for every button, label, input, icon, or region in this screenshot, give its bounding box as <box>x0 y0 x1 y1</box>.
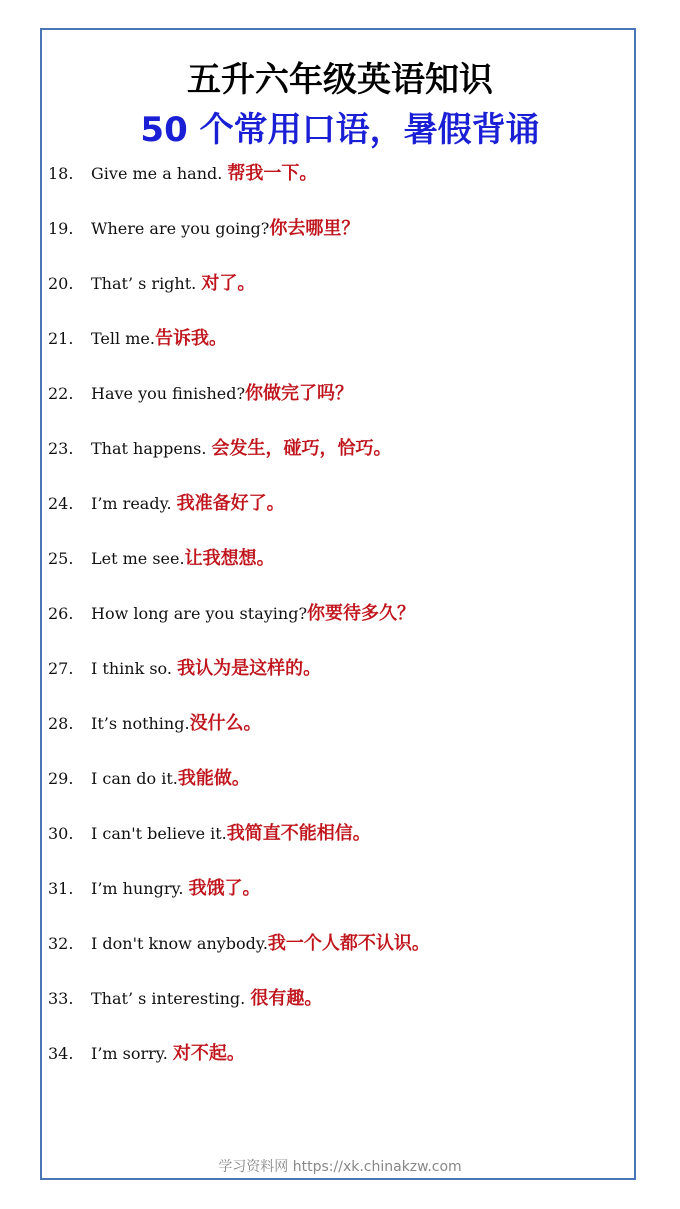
phrase-number: 27. <box>48 659 74 678</box>
phrase-chinese: 很有趣。 <box>250 988 323 1009</box>
phrase-chinese: 你做完了吗？ <box>245 383 354 404</box>
phrase-chinese: 会发生，碰巧，恰巧。 <box>211 438 392 459</box>
phrase-chinese: 我认为是这样的。 <box>177 658 322 679</box>
page-title: 五升六年级英语知识 <box>187 60 493 100</box>
phrase-number: 24. <box>48 494 74 513</box>
phrase-item <box>48 545 634 600</box>
phrase-english: Have you finished? <box>91 384 246 403</box>
phrase-english: That happens. <box>91 439 212 458</box>
phrase-number: 31. <box>48 879 74 898</box>
phrase-english: How long are you staying? <box>91 604 308 623</box>
phrase-english: I’m sorry. <box>91 1044 173 1063</box>
phrase-english: Let me see. <box>91 549 185 568</box>
phrase-item <box>48 710 634 765</box>
phrase-number: 29. <box>48 769 74 788</box>
phrase-number: 33. <box>48 989 74 1008</box>
phrase-item <box>48 875 634 930</box>
phrase-chinese: 告诉我。 <box>154 328 227 349</box>
phrase-item <box>48 160 634 215</box>
phrase-english: I’m ready. <box>91 494 177 513</box>
phrase-item <box>48 325 634 380</box>
phrase-number: 28. <box>48 714 74 733</box>
phrase-item <box>48 215 634 270</box>
phrase-list <box>48 160 634 1095</box>
phrase-chinese: 我简直不能相信。 <box>226 823 371 844</box>
phrase-number: 25. <box>48 549 74 568</box>
phrase-chinese: 没什么。 <box>189 713 262 734</box>
phrase-number: 23. <box>48 439 74 458</box>
phrase-item <box>48 765 634 820</box>
phrase-english: I’m hungry. <box>91 879 189 898</box>
phrase-item <box>48 820 634 875</box>
phrase-number: 21. <box>48 329 74 348</box>
phrase-item <box>48 380 634 435</box>
phrase-english: I can't believe it. <box>91 824 227 843</box>
phrase-english: That’ s right. <box>91 274 202 293</box>
phrase-chinese: 我饿了。 <box>188 878 261 899</box>
phrase-number: 26. <box>48 604 74 623</box>
phrase-chinese: 你去哪里？ <box>269 218 360 239</box>
phrase-number: 22. <box>48 384 74 403</box>
phrase-number: 32. <box>48 934 74 953</box>
phrase-english: Tell me. <box>91 329 155 348</box>
phrase-english: I don't know anybody. <box>91 934 268 953</box>
phrase-item <box>48 600 634 655</box>
phrase-chinese: 我能做。 <box>177 768 250 789</box>
phrase-number: 34. <box>48 1044 74 1063</box>
phrase-english: I can do it. <box>91 769 178 788</box>
phrase-english: It’s nothing. <box>91 714 190 733</box>
phrase-item <box>48 930 634 985</box>
phrase-chinese: 对了。 <box>201 273 256 294</box>
phrase-chinese: 对不起。 <box>172 1043 245 1064</box>
phrase-number: 19. <box>48 219 74 238</box>
phrase-english: Give me a hand. <box>91 164 228 183</box>
footer-watermark: 学习资料网 https://xk.chinakzw.com <box>218 1159 462 1175</box>
phrase-item <box>48 435 634 490</box>
phrase-english: That’ s interesting. <box>91 989 251 1008</box>
phrase-chinese: 帮我一下。 <box>227 163 318 184</box>
phrase-chinese: 你要待多久？ <box>307 603 416 624</box>
phrase-item <box>48 985 634 1040</box>
phrase-chinese: 我一个人都不认识。 <box>267 933 430 954</box>
phrase-item <box>48 490 634 545</box>
phrase-item <box>48 270 634 325</box>
phrase-item <box>48 1040 634 1095</box>
phrase-number: 20. <box>48 274 74 293</box>
phrase-chinese: 让我想想。 <box>184 548 275 569</box>
phrase-english: Where are you going? <box>91 219 270 238</box>
phrase-chinese: 我准备好了。 <box>176 493 285 514</box>
phrase-number: 30. <box>48 824 74 843</box>
page-subtitle: 50 个常用口语，暑假背诵 <box>140 110 540 150</box>
phrase-english: I think so. <box>91 659 178 678</box>
phrase-number: 18. <box>48 164 74 183</box>
phrase-item <box>48 655 634 710</box>
